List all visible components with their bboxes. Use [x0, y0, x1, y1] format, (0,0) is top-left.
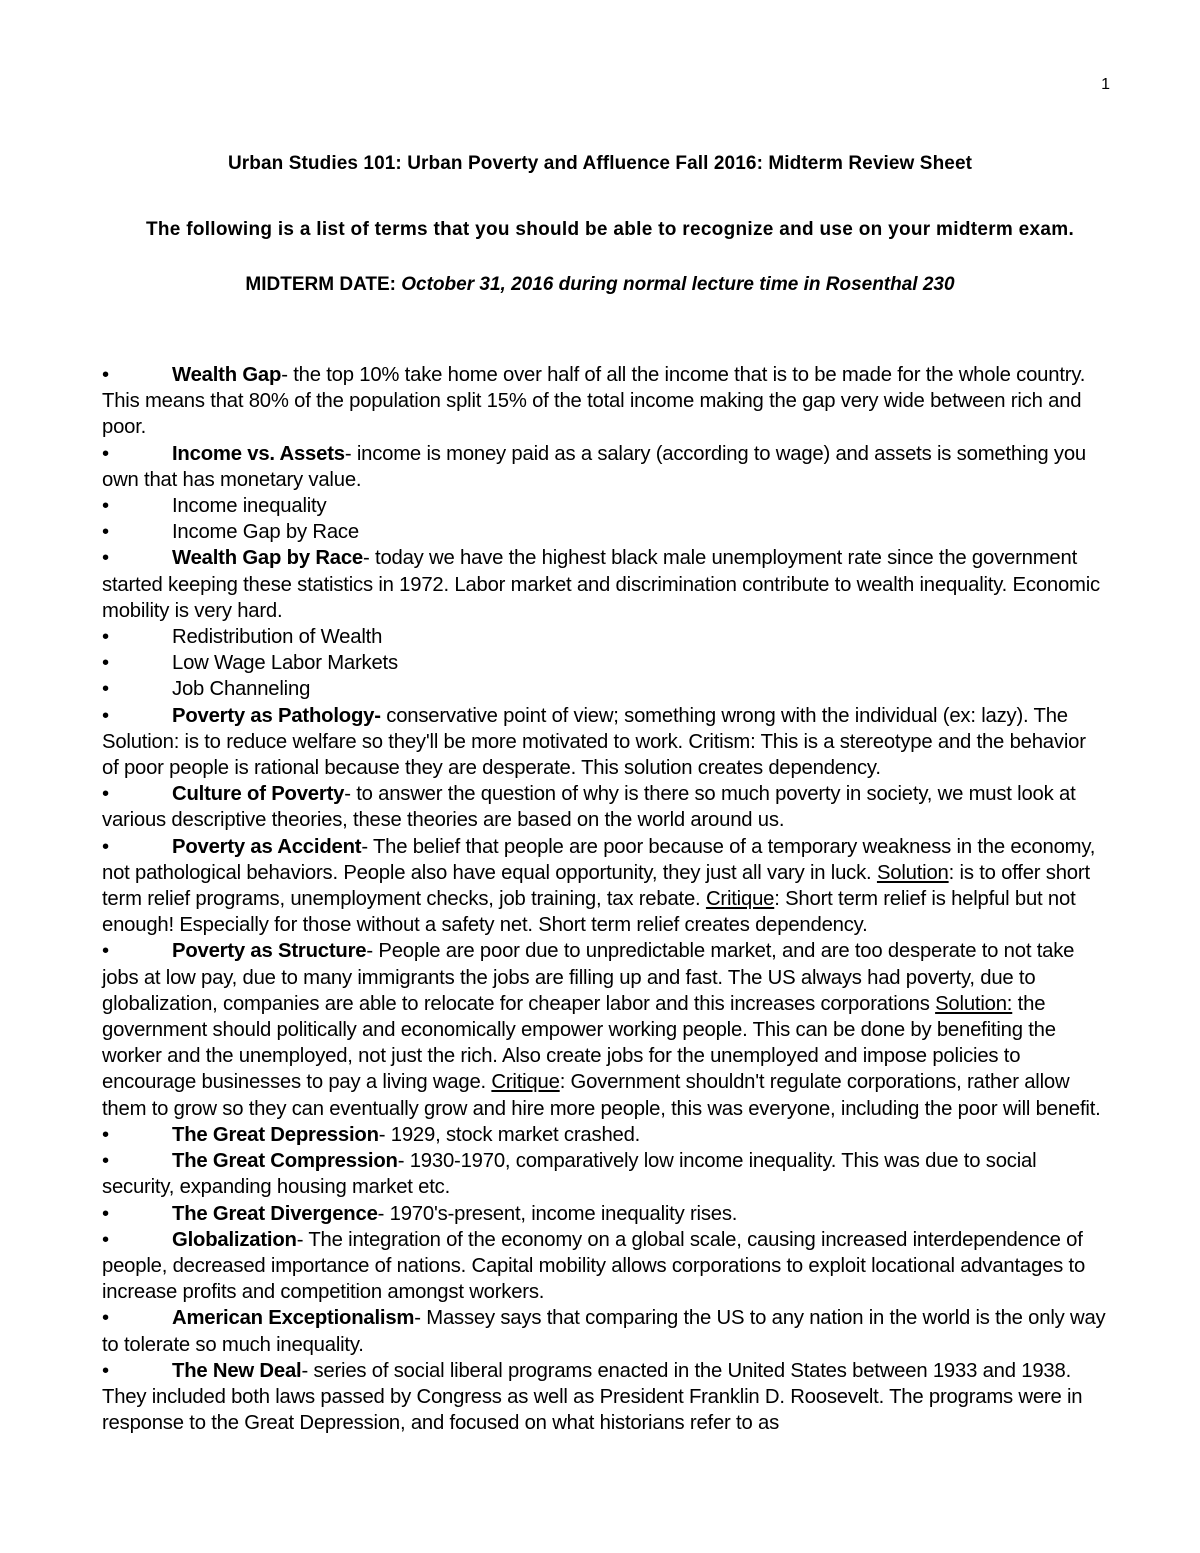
bullet: • [102, 783, 109, 806]
solution-text: : is to offer short term relief programs, unemployment checks, job training, tax rebate. [102, 861, 1090, 911]
term-name: Culture of Poverty [172, 783, 345, 806]
list-item [102, 1201, 1107, 1227]
critique-label: Critique [705, 888, 775, 911]
bullet: • [102, 495, 109, 518]
list-item [102, 1122, 1107, 1148]
list-item [102, 519, 1107, 545]
critique-text: : Government shouldn't regulate corporations, rather allow them to grow so they can eventually grow and hire more people, this was everyone, including the poor will benefit. [102, 1071, 1101, 1120]
list-item [102, 781, 1107, 833]
bullet: • [102, 547, 109, 570]
bullet: • [102, 442, 109, 465]
midterm-date-value: October 31, 2016 during normal lecture time in Rosenthal 230 [401, 274, 955, 295]
term-name: Poverty as Pathology- [172, 704, 381, 727]
term-text: Income Gap by Race [172, 521, 359, 544]
term-text: - income is money paid as a salary (according to wage) and assets is something you own that has monetary value. [102, 442, 1086, 491]
midterm-date-label: MIDTERM DATE: [245, 274, 396, 295]
list-item [102, 1358, 1107, 1437]
bullet: • [102, 364, 109, 386]
term-name: The Great Compression [172, 1150, 398, 1173]
list-item [102, 676, 1107, 702]
term-text: - The integration of the economy on a global scale, causing increased interdependence of people, decreased importance of nations. Capital mobility allows corporations to exploit locational advantages to increase profits and competition amongst workers. [102, 1228, 1086, 1304]
term-text: - the top 10% take home over half of all the income that is to be made for the whole country. This means that 80% of the population split 15% of the total income making the gap very wide between rich and poor. [102, 364, 1086, 439]
term-text: conservative point of view; something wrong with the individual (ex: lazy). The Solution: is to reduce welfare so they'll be more motivated to work. Critism: This is a stereotype and the behavior of poor people is rational because they are desperate. This solution creates dependency. [102, 704, 1086, 780]
bullet: • [102, 1123, 109, 1146]
bullet: • [102, 652, 109, 675]
bullet: • [102, 1307, 109, 1330]
term-name: The New Deal [172, 1359, 302, 1382]
list-item [102, 650, 1107, 676]
bullet: • [102, 521, 109, 544]
bullet: • [102, 835, 109, 858]
list-item [102, 545, 1107, 624]
terms-list [102, 362, 1107, 1436]
term-name: Wealth Gap [172, 364, 282, 386]
solution-text: the government should politically and economically empower working people. This can be done by benefiting the worker and the unemployed, not just the rich. Also create jobs for the unemployed and impose policies to encourage businesses to pay a living wage. [102, 992, 1056, 1094]
list-item [102, 703, 1107, 782]
term-name: The Great Depression [172, 1123, 379, 1146]
term-text: - 1930-1970, comparatively low income inequality. This was due to social security, expanding housing market etc. [102, 1150, 1037, 1199]
bullet: • [102, 626, 109, 649]
page-number: 1 [1101, 76, 1110, 93]
bullet: • [102, 1228, 109, 1251]
term-name: Income vs. Assets [172, 442, 345, 465]
midterm-date [0, 274, 1200, 296]
term-text: - to answer the question of why is there so much poverty in society, we must look at various descriptive theories, these theories are based on the world around us. [102, 783, 1076, 832]
list-item [102, 938, 1107, 1121]
list-item [102, 493, 1107, 519]
term-text: Job Channeling [172, 678, 311, 701]
list-item [102, 624, 1107, 650]
bullet: • [102, 678, 109, 701]
term-text: - 1929, stock market crashed. [378, 1123, 641, 1146]
document-title: Urban Studies 101: Urban Poverty and Affluence Fall 2016: Midterm Review Sheet [227, 153, 973, 174]
list-item [102, 1305, 1107, 1357]
critique-label: Critique [491, 1071, 560, 1094]
term-name: The Great Divergence [172, 1202, 378, 1225]
term-text: Redistribution of Wealth [172, 626, 383, 649]
term-text: - The belief that people are poor because of a temporary weakness in the economy, not pathological behaviors. People also have equal opportunity, they just all vary in luck. [102, 835, 1096, 884]
list-item [102, 362, 1107, 441]
term-text: Low Wage Labor Markets [172, 652, 398, 675]
term-name: Wealth Gap by Race [172, 547, 364, 570]
list-item [102, 834, 1107, 939]
bullet: • [102, 1359, 109, 1382]
term-text: - series of social liberal programs enacted in the United States between 1933 and 1938. They included both laws passed by Congress as well as President Franklin D. Roosevelt. The programs were in response to the Great Depression, and focused on what historians refer to as [102, 1359, 1083, 1435]
list-item [102, 1148, 1107, 1200]
critique-text: : Short term relief is helpful but not enough! Especially for those without a safety net. Short term relief creates dependency. [102, 888, 1076, 937]
term-text: - Massey says that comparing the US to any nation in the world is the only way to tolerate so much inequality. [102, 1307, 1106, 1356]
solution-label: Solution: [935, 992, 1013, 1015]
term-text: Income inequality [172, 495, 327, 518]
term-name: Globalization [172, 1228, 297, 1251]
term-text: - 1970's-present, income inequality rises. [377, 1202, 738, 1225]
solution-label: Solution [876, 861, 949, 884]
bullet: • [102, 940, 109, 963]
bullet: • [102, 1150, 109, 1173]
list-item [102, 441, 1107, 493]
term-name: Poverty as Accident [172, 835, 362, 858]
term-text: - People are poor due to unpredictable market, and are too desperate to not take jobs at low pay, due to many immigrants the jobs are filling up and fast. The US always had poverty, due to globalization, companies are able to relocate for cheaper labor and this increases corporations [102, 940, 1075, 1015]
term-name: American Exceptionalism [172, 1307, 415, 1330]
list-item [102, 1227, 1107, 1306]
bullet: • [102, 1202, 109, 1225]
intro-text: The following is a list of terms that you should be able to recognize and use on your midterm exam. [145, 219, 1075, 240]
bullet: • [102, 704, 109, 727]
term-name: Poverty as Structure [172, 940, 367, 963]
term-text: - today we have the highest black male unemployment rate since the government started keeping these statistics in 1972. Labor market and discrimination contribute to wealth inequality. Economic mobility is very hard. [102, 547, 1100, 622]
